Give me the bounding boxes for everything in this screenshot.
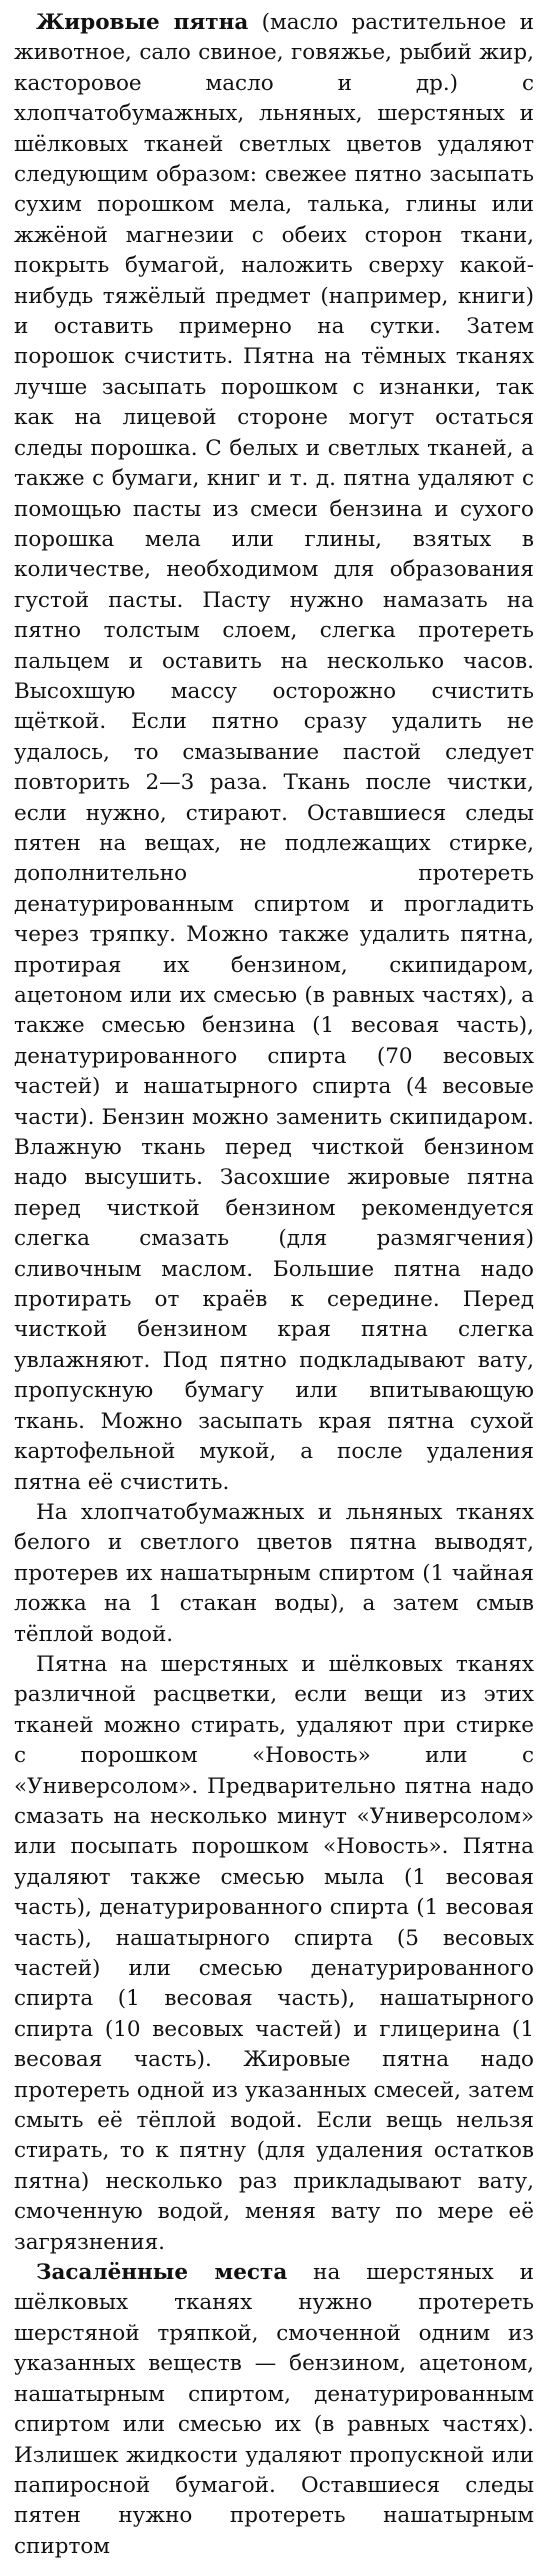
paragraph-greasy-spots — [14, 2258, 534, 2562]
paragraph-text: Пятна на шерстяных и шёлковых тканях различной расцветки, если вещи из этих тканей можно стирать, удаляют при стирке с порошком «Новость» или с «Универсолом». Предварительно пятна надо смазать на несколько минут «Универсолом» или посыпать порошком «Новость». Пятна удаляют также смесью мыла (1 весовая часть), денатурированного спирта (1 весовая часть), нашатырного спирта (5 весовых частей) или смесью денатурированного спирта (1 весовая часть), нашатырного спирта (10 весовых частей) и глицерина (1 весовая часть). Жировые пятна надо протереть одной из указанных смесей, затем смыть её тёплой водой. Если вещь нельзя стирать, то к пятну (для удаления остатков пятна) несколько раз прикладывают вату, смоченную водой, меняя вату по мере её загрязнения. — [14, 1651, 534, 2255]
paragraph-cotton-linen — [14, 1498, 534, 1650]
paragraph-heading: Жировые пятна — [36, 10, 249, 35]
paragraph-text: на шерстяных и шёлковых тканях нужно протереть шерстяной тряпкой, смоченной одним из указанных веществ — бензином, ацетоном, нашатырным спиртом, денатурированным спиртом или смесью их (в равных частях). Излишек жидкости удаляют пропускной или папиросной бумагой. Оставшиеся следы пятен нужно протереть нашатырным спиртом — [14, 2260, 534, 2559]
paragraph-wool-silk — [14, 1650, 534, 2258]
paragraph-text: (масло растительное и животное, сало свиное, говяжье, рыбий жир, касторовое масло и др.) с хлопчатобумажных, льняных, шерстяных и шёлковых тканей светлых цветов удаляют следующим образом: свежее пятно засыпать сухим порошком мела, талька, глины или жжёной магнезии с обеих сторон ткани, покрыть бумагой, наложить сверху какой-нибудь тяжёлый предмет (например, книги) и оставить примерно на сутки. Затем порошок счистить. Пятна на тёмных тканях лучше засыпать порошком с изнанки, так как на лицевой стороне могут остаться следы порошка. С белых и светлых тканей, а также с бумаги, книг и т. д. пятна удаляют с помощью пасты из смеси бензина и сухого порошка мела или глины, взятых в количестве, необходимом для образования густой пасты. Пасту нужно намазать на пятно толстым слоем, слегка протереть пальцем и оставить на несколько часов. Высохшую массу осторожно счистить щёткой. Если пятно сразу удалить не удалось, то смазывание пастой следует повторить 2—3 раза. Ткань после чистки, если нужно, стирают. Оставшиеся следы пятен на вещах, не подлежащих стирке, дополнительно протереть денатурированным спиртом и прогладить через тряпку. Можно также удалить пятна, протирая их бензином, скипидаром, ацетоном или их смесью (в равных частях), а также смесью бензина (1 весовая часть), денатурированного спирта (70 весовых частей) и нашатырного спирта (4 весовые части). Бензин можно заменить скипидаром. Влажную ткань перед чисткой бензином надо высушить. Засохшие жировые пятна перед чисткой бензином рекомендуется слегка смазать (для размягчения) сливочным маслом. Большие пятна надо протирать от краёв к середине. Перед чисткой бензином края пятна слегка увлажняют. Под пятно подкладывают вату, пропускную бумагу или впитывающую ткань. Можно засыпать края пятна сухой картофельной мукой, а после удаления пятна её счистить. — [14, 10, 535, 1495]
paragraph-text: На хлопчатобумажных и льняных тканях белого и светлого цветов пятна выводят, протерев их нашатырным спиртом (1 чайная ложка на 1 стакан воды), а затем смыв тёплой водой. — [14, 1499, 534, 1647]
paragraph-heading: Засалённые места — [36, 2260, 288, 2286]
paragraph-grease-stains — [14, 8, 534, 1498]
